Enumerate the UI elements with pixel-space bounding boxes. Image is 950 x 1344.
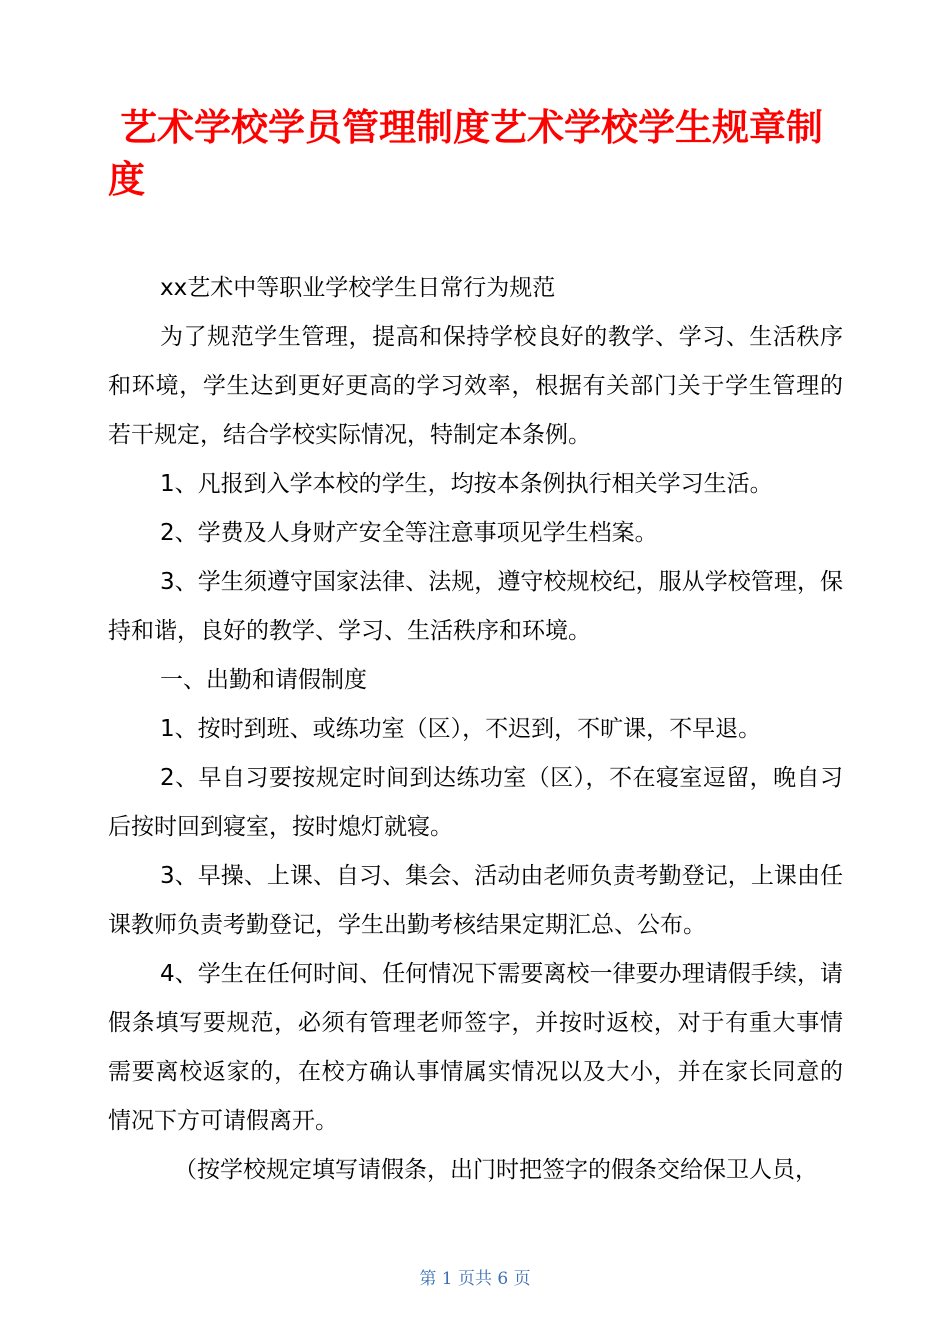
paragraph-intro: 为了规范学生管理，提高和保持学校良好的教学、学习、生活秩序和环境，学生达到更好更高的学习效率，根据有关部门关于学生管理的若干规定，结合学校实际情况，特制定本条例。 xyxy=(108,324,843,448)
paragraph-heading: xx艺术中等职业学校学生日常行为规范 xyxy=(160,275,556,301)
page-title: 艺术学校学员管理制度艺术学校学生规章制度 xyxy=(108,106,823,201)
section-heading-attendance: 一、出勤和请假制度 xyxy=(160,667,367,693)
paragraph-attendance-note: （按学校规定填写请假条，出门时把签字的假条交给保卫人员， xyxy=(174,1157,818,1183)
paragraph-attendance-4: 4、学生在任何时间、任何情况下需要离校一律要办理请假手续，请假条填写要规范，必须有管理老师签字，并按时返校，对于有重大事情需要离校返家的，在校方确认事情属实情况以及大小，并在家长同意的情况下方可请假离开。 xyxy=(108,961,843,1134)
page-indicator: 第 1 页共 6 页 xyxy=(419,1269,531,1289)
paragraph-attendance-1: 1、按时到班、或练功室（区），不迟到，不旷课，不早退。 xyxy=(160,716,762,742)
paragraph-item-3: 3、学生须遵守国家法律、法规，遵守校规校纪，服从学校管理，保持和谐，良好的教学、学习、生活秩序和环境。 xyxy=(108,569,843,644)
paragraph-item-1: 1、凡报到入学本校的学生，均按本条例执行相关学习生活。 xyxy=(160,471,773,497)
paragraph-attendance-3: 3、早操、上课、自习、集会、活动由老师负责考勤登记，上课由任课教师负责考勤登记，学生出勤考核结果定期汇总、公布。 xyxy=(108,863,843,938)
document-body xyxy=(108,264,843,1195)
paragraph-item-2: 2、学费及人身财产安全等注意事项见学生档案。 xyxy=(160,520,658,546)
paragraph-attendance-2: 2、早自习要按规定时间到达练功室（区），不在寝室逗留，晚自习后按时回到寝室，按时熄灯就寝。 xyxy=(108,765,843,840)
